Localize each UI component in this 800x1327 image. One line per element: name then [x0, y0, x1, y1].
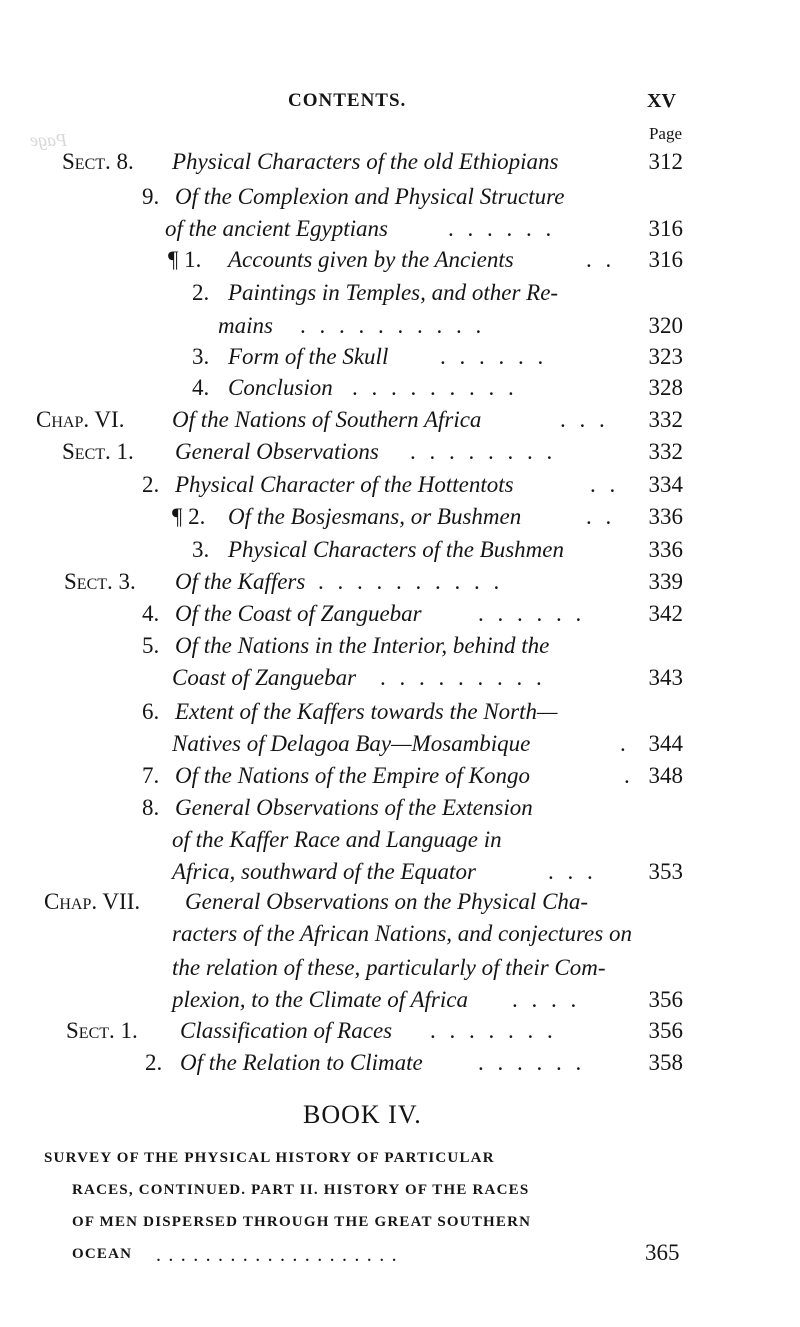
toc-entry: [0, 1047, 800, 1079]
survey-line: RACES, CONTINUED. PART II. HISTORY OF THE RACES: [72, 1182, 530, 1198]
entry-title: mains: [218, 313, 273, 338]
toc-entry: [0, 244, 800, 276]
entry-title: of the ancient Egyptians: [165, 216, 388, 241]
toc-entry: [0, 984, 800, 1016]
entry-title: Coast of Zanguebar: [172, 665, 357, 690]
entry-lead: Sect. 8.: [62, 149, 134, 174]
entry-page: 332: [648, 439, 683, 464]
book-heading: BOOK IV.: [303, 1100, 422, 1129]
toc-entry: [0, 886, 800, 918]
entry-lead: Sect. 1.: [66, 1018, 138, 1043]
entry-leader-dots: . . . . . . . . . .: [318, 569, 504, 594]
entry-title: Form of the Skull: [228, 344, 389, 369]
entry-number: 6.: [142, 699, 160, 724]
survey-line: OF MEN DISPERSED THROUGH THE GREAT SOUTHERN: [72, 1214, 532, 1230]
entry-page: 342: [648, 601, 683, 626]
entry-number: 7.: [142, 763, 160, 788]
entry-lead: Chap. VII.: [44, 889, 141, 914]
entry-leader-dots: . .: [590, 472, 620, 497]
entry-leader-dots: . . . . . . . . .: [352, 375, 518, 400]
entry-leader-dots: .: [624, 763, 634, 788]
entry-number: ¶ 2.: [172, 504, 206, 529]
entry-number: 9.: [142, 184, 160, 209]
toc-entry: [0, 181, 800, 213]
entry-title: Physical Characters of the old Ethiopians: [172, 149, 559, 174]
entry-title: Physical Character of the Hottentots: [175, 472, 514, 497]
entry-leader-dots: . . . . . .: [440, 344, 548, 369]
entry-number: ¶ 1.: [168, 247, 202, 272]
entry-lead: Sect. 3.: [64, 569, 136, 594]
toc-entry: [0, 792, 800, 824]
entry-title: Of the Bosjesmans, or Bushmen: [228, 504, 522, 529]
entry-leader-dots: . . . . . . . . . .: [300, 313, 486, 338]
toc-entry: [0, 952, 800, 984]
survey-page: 365: [645, 1240, 680, 1265]
toc-entry: [0, 501, 800, 533]
toc-entry: [0, 662, 800, 694]
toc-entry: [0, 469, 800, 501]
survey-leader-dots: . . . . . . . . . . . . . . . . . . . .: [156, 1244, 398, 1266]
page-number: XV: [647, 90, 676, 112]
entry-page: 320: [648, 313, 683, 338]
entry-page: 323: [648, 344, 683, 369]
entry-leader-dots: .: [620, 731, 630, 756]
toc-entry: [0, 1015, 800, 1047]
entry-title: the relation of these, particularly of their Com-: [172, 955, 606, 980]
page-title: CONTENTS.: [288, 90, 407, 111]
entry-number: 2.: [145, 1050, 163, 1075]
entry-title: Paintings in Temples, and other Re-: [228, 280, 559, 305]
bleed-through-page: Page: [30, 130, 67, 150]
toc-entry: [0, 436, 800, 468]
entry-leader-dots: . . . . . .: [478, 601, 586, 626]
entry-title: Of the Nations in the Interior, behind the: [175, 633, 550, 658]
entry-page: 316: [648, 247, 683, 272]
toc-entry: [0, 404, 800, 436]
entry-leader-dots: . . . . . . .: [430, 1018, 557, 1043]
entry-leader-dots: . . .: [548, 859, 597, 884]
toc-entry: [0, 856, 800, 888]
toc-entry: [0, 728, 800, 760]
entry-leader-dots: . . . . . . . . .: [380, 665, 546, 690]
entry-page: 356: [648, 1018, 683, 1043]
entry-page: 312: [648, 149, 683, 174]
survey-line: OCEAN: [72, 1246, 133, 1262]
entry-number: 4.: [142, 601, 160, 626]
toc-entry: [0, 534, 800, 566]
toc-entry: [0, 598, 800, 630]
entry-leader-dots: . .: [586, 504, 616, 529]
entry-leader-dots: . . . .: [512, 987, 581, 1012]
toc-entry: [0, 696, 800, 728]
entry-title: General Observations: [175, 439, 379, 464]
entry-number: 2.: [142, 472, 160, 497]
entry-number: 2.: [192, 280, 210, 305]
toc-entry: [0, 146, 800, 178]
entry-title: Classification of Races: [180, 1018, 393, 1043]
toc-entry: [0, 341, 800, 373]
entry-page: 328: [648, 375, 683, 400]
entry-page: 339: [648, 569, 683, 594]
entry-title: plexion, to the Climate of Africa: [172, 987, 468, 1012]
entry-page: 344: [648, 731, 683, 756]
entry-page: 348: [648, 763, 683, 788]
entry-page: 358: [648, 1050, 683, 1075]
entry-title: Of the Coast of Zanguebar: [175, 601, 422, 626]
toc-entry: [0, 630, 800, 662]
entry-title: racters of the African Nations, and conjectures on: [172, 921, 632, 946]
entry-title: Conclusion: [228, 375, 333, 400]
entry-title: Natives of Delagoa Bay—Mosambique: [172, 731, 531, 756]
entry-title: Of the Complexion and Physical Structure: [175, 184, 565, 209]
entry-page: 334: [648, 472, 683, 497]
entry-leader-dots: . . . . . . . .: [410, 439, 557, 464]
survey-line: SURVEY OF THE PHYSICAL HISTORY OF PARTICULAR: [44, 1150, 495, 1166]
entry-number: 3.: [192, 537, 210, 562]
page-column-label: Page: [648, 124, 682, 143]
toc-entry: [0, 310, 800, 342]
entry-title: of the Kaffer Race and Language in: [172, 827, 502, 852]
entry-title: Africa, southward of the Equator: [172, 859, 476, 884]
entry-title: Physical Characters of the Bushmen: [228, 537, 565, 562]
toc-entry: [0, 372, 800, 404]
entry-number: 4.: [192, 375, 210, 400]
entry-title: Accounts given by the Ancients: [228, 247, 514, 272]
entry-page: 332: [648, 407, 683, 432]
entry-leader-dots: . . . . . .: [448, 216, 556, 241]
entry-leader-dots: . .: [586, 247, 616, 272]
entry-number: 8.: [142, 795, 160, 820]
entry-page: 336: [648, 504, 683, 529]
entry-page: 343: [648, 665, 683, 690]
entry-number: 3.: [192, 344, 210, 369]
entry-leader-dots: . . .: [560, 407, 609, 432]
entry-page: 356: [648, 987, 683, 1012]
entry-title: Of the Relation to Climate: [180, 1050, 423, 1075]
toc-entry: [0, 277, 800, 309]
entry-number: 5.: [142, 633, 160, 658]
entry-lead: Chap. VI.: [36, 407, 125, 432]
entry-title: Of the Nations of Southern Africa: [172, 407, 482, 432]
toc-entry: [0, 566, 800, 598]
entry-page: 316: [648, 216, 683, 241]
entry-leader-dots: . . . . . .: [478, 1050, 586, 1075]
entry-title: Of the Kaffers: [175, 569, 306, 594]
entry-page: 353: [648, 859, 683, 884]
entry-lead: Sect. 1.: [62, 439, 134, 464]
toc-entry: [0, 213, 800, 245]
toc-entry: [0, 824, 800, 856]
entry-title: General Observations of the Extension: [175, 795, 533, 820]
entry-page: 336: [648, 537, 683, 562]
toc-entry: [0, 760, 800, 792]
entry-title: Extent of the Kaffers towards the North—: [175, 699, 558, 724]
toc-entry: [0, 918, 800, 950]
entry-title: General Observations on the Physical Cha-: [185, 889, 589, 914]
entry-title: Of the Nations of the Empire of Kongo: [175, 763, 530, 788]
